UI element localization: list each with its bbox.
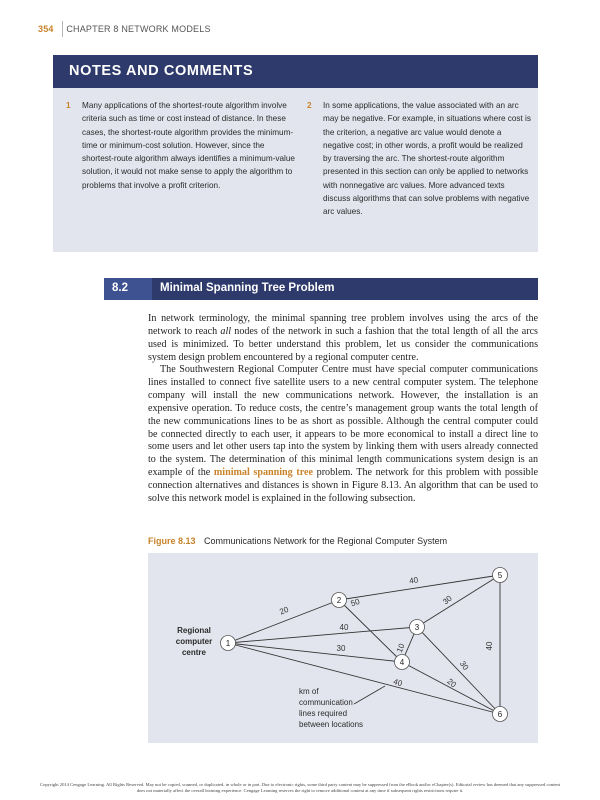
annotation-line: between locations xyxy=(299,720,364,729)
page-number: 354 xyxy=(38,24,54,34)
node-label: 1 xyxy=(225,639,231,648)
edge-distance-label: 40 xyxy=(408,575,419,586)
edge-distance-label: 30 xyxy=(457,659,471,672)
text-run: In network terminology, the minimal spanning tree problem involves using the arcs of the network to reach xyxy=(148,313,538,337)
section-number: 8.2 xyxy=(112,282,128,294)
text-run: nodes of the network in such a fashion that the total length of all the arcs used is minimized. To better understand this problem, let us consider the communications system design problem encountered by a regional computer centre. xyxy=(148,325,538,363)
section-title: Minimal Spanning Tree Problem xyxy=(160,282,335,294)
node-label: 4 xyxy=(399,658,405,667)
note-text: Many applications of the shortest-route algorithm involve criteria such as time or cost instead of distance. In these cases, the shortest-route algorithm provides the minimum-time or minimum-cost solution. However, since the shortest-route algorithm always identifies a minimum-value solution, it would not make sense to apply the algorithm to problems that involve a profit criterion. xyxy=(82,101,295,190)
edge-2-5 xyxy=(339,575,500,600)
edge-3-5 xyxy=(417,575,500,627)
edge-distance-label: 40 xyxy=(392,676,404,689)
note-number: 1 xyxy=(66,101,71,110)
key-term: minimal spanning tree xyxy=(213,467,313,479)
emphasis: all xyxy=(220,325,232,337)
node-label: 6 xyxy=(497,710,503,719)
notes-title: NOTES AND COMMENTS xyxy=(69,63,254,79)
edge-1-6 xyxy=(228,643,500,714)
text-run: The Southwestern Regional Computer Centre must have special computer communications lines installed to connect five satellite users to a new central computer system. The telephone company will install the new communications network. However, the installation is an expensive operation. To reduce costs, the centre’s management group wants the total length of the new communications lines to be as short as possible. Although the central computer could be connected directly to each user, it appears to be more economical to install a direct line to some users and let other users tap into the system by linking them with users already connected to the system. The determination of this minimal length communications system design is an example of the xyxy=(148,364,538,479)
node-label: 2 xyxy=(336,596,342,605)
km-annotation xyxy=(299,686,363,730)
regional-centre-label xyxy=(166,625,222,658)
text-run: problem. The network for this problem with possible connection alternatives and distances is shown in Figure 8.13. An algorithm that can be used to solve this network model is explained in the following subsection. xyxy=(148,467,538,504)
edge-distance-label: 30 xyxy=(441,593,454,607)
edge-distance-label: 10 xyxy=(394,642,407,654)
figure-caption-text: Communications Network for the Regional Computer System xyxy=(204,536,448,546)
edge-distance-label: 20 xyxy=(278,604,290,617)
edge-distance-label: 40 xyxy=(339,623,349,632)
figure-label: Figure 8.13 xyxy=(148,536,196,546)
label-line: Regional xyxy=(177,626,211,635)
label-line: centre xyxy=(181,648,206,657)
edge-distance-label: 40 xyxy=(485,641,494,651)
edge-distance-label: 30 xyxy=(336,644,346,653)
annotation-line: km of xyxy=(299,687,319,696)
edge-1-3 xyxy=(228,627,417,643)
annotation-line: lines required xyxy=(299,709,348,718)
edge-1-4 xyxy=(228,643,402,662)
note-number: 2 xyxy=(307,101,312,110)
label-line: computer xyxy=(175,637,213,646)
note-text: In some applications, the value associated with an arc may be negative. For example, in situations where cost is the criterion, a negative arc value would denote a negative cost; in other words, a profit would be realized by traversing the arc. The shortest-route algorithm presented in this section can only be applied to networks with nonnegative arc values. More advanced texts discuss algorithms that can solve problems with negative arc values. xyxy=(323,101,531,216)
chapter-title: CHAPTER 8 NETWORK MODELS xyxy=(66,24,211,34)
copyright-footer: Copyright 2014 Cengage Learning. All Rights Reserved. May not be copied, scanned, or duplicated, in whole or in part. Due to electronic rights, some third party content may be suppressed from the eBook and/or eChapter(s). Editorial review has deemed that any suppressed content does not materially affect the overall learning experience. Cengage Learning reserves the right to remove additional content at any time if subsequent rights restrictions require it. xyxy=(40,782,560,793)
node-label: 5 xyxy=(497,571,503,580)
annotation-line: communication xyxy=(299,698,353,707)
edge-3-6 xyxy=(417,627,500,714)
edges xyxy=(225,575,500,714)
edge-distance-label: 20 xyxy=(445,676,458,690)
node-label: 3 xyxy=(414,623,420,632)
edge-distance-label: 50 xyxy=(349,596,361,609)
